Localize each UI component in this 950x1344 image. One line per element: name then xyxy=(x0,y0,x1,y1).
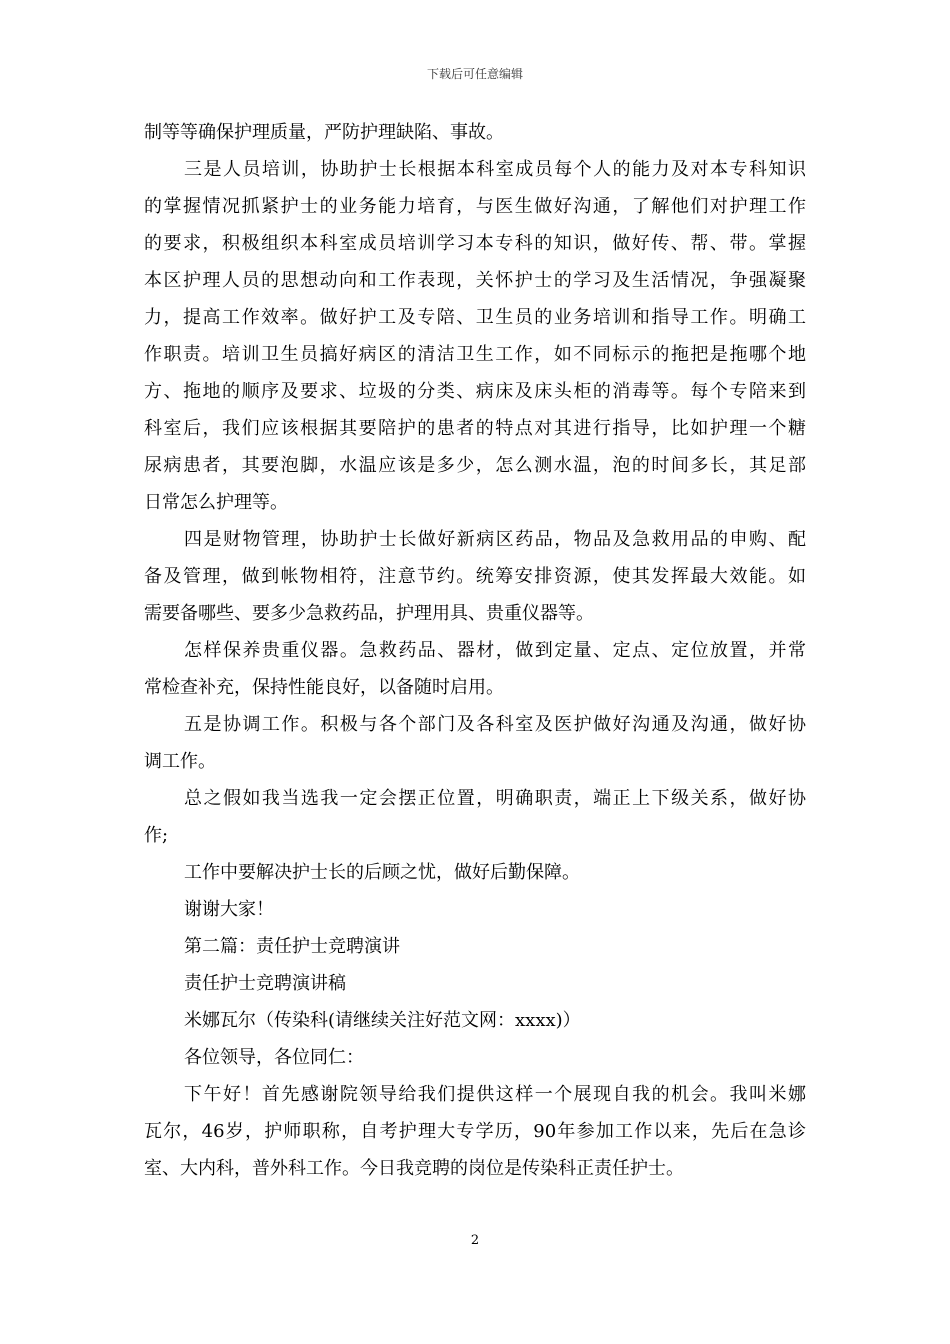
text-line: 米娜瓦尔（传染科(请继续关注好范文网：xxxx)） xyxy=(184,1010,581,1031)
paragraph xyxy=(144,706,806,780)
text-line: 需要备哪些、要多少急救药品，护理用具、贵重仪器等。 xyxy=(144,603,594,624)
text-line: 制等等确保护理质量，严防护理缺陷、事故。 xyxy=(144,122,504,143)
text-line: 尿病患者，其要泡脚，水温应该是多少，怎么测水温，泡的时间多长，其足部 xyxy=(144,455,806,476)
paragraph xyxy=(144,854,806,891)
text-line: 室、大内科，普外科工作。今日我竞聘的岗位是传染科正责任护士。 xyxy=(144,1158,684,1179)
text-line: 的要求，积极组织本科室成员培训学习本专科的知识，做好传、帮、带。掌握 xyxy=(144,233,806,254)
text-line: 方、拖地的顺序及要求、垃圾的分类、病床及床头柜的消毒等。每个专陪来到 xyxy=(144,381,806,402)
text-line: 责任护士竞聘演讲稿 xyxy=(184,973,346,994)
paragraph xyxy=(144,151,806,521)
paragraph xyxy=(144,114,806,151)
text-line: 科室后，我们应该根据其要陪护的患者的特点对其进行指导，比如护理一个糖 xyxy=(144,418,806,439)
text-line: 工作中要解决护士长的后顾之忧，做好后勤保障。 xyxy=(184,862,580,883)
text-line: 第二篇：责任护士竞聘演讲 xyxy=(184,936,400,957)
paragraph xyxy=(144,780,806,854)
text-line: 三是人员培训，协助护士长根据本科室成员每个人的能力及对本专科知识 xyxy=(184,159,806,180)
text-line: 下午好！首先感谢院领导给我们提供这样一个展现自我的机会。我叫米娜 xyxy=(184,1084,806,1105)
text-line: 常检查补充，保持性能良好，以备随时启用。 xyxy=(144,677,504,698)
page-header: 下载后可任意编辑 xyxy=(426,67,523,81)
text-line: 力，提高工作效率。做好护工及专陪、卫生员的业务培训和指导工作。明确工 xyxy=(144,307,806,328)
text-line: 谢谢大家！ xyxy=(184,899,274,920)
paragraph xyxy=(144,1039,806,1076)
document-body xyxy=(144,114,806,1187)
page-number: 2 xyxy=(470,1233,480,1248)
text-line: 五是协调工作。积极与各个部门及各科室及医护做好沟通及沟通，做好协 xyxy=(184,714,806,735)
text-line: 作职责。培训卫生员搞好病区的清洁卫生工作，如不同标示的拖把是拖哪个地 xyxy=(144,344,806,365)
text-line: 作; xyxy=(144,825,169,846)
text-line: 备及管理，做到帐物相符，注意节约。统筹安排资源，使其发挥最大效能。如 xyxy=(144,566,806,587)
paragraph xyxy=(144,891,806,928)
text-line: 总之假如我当选我一定会摆正位置，明确职责，端正上下级关系，做好协 xyxy=(184,788,806,809)
text-line: 的掌握情况抓紧护士的业务能力培育，与医生做好沟通，了解他们对护理工作 xyxy=(144,196,806,217)
text-line: 瓦尔，46岁，护师职称，自考护理大专学历，90年参加工作以来，先后在急诊 xyxy=(144,1121,806,1142)
paragraph xyxy=(144,965,806,1002)
text-line: 各位领导，各位同仁： xyxy=(184,1047,364,1068)
text-line: 怎样保养贵重仪器。急救药品、器材，做到定量、定点、定位放置，并常 xyxy=(184,640,806,661)
paragraph xyxy=(144,521,806,632)
text-line: 调工作。 xyxy=(144,751,216,772)
text-line: 日常怎么护理等。 xyxy=(144,492,288,513)
text-line: 本区护理人员的思想动向和工作表现，关怀护士的学习及生活情况，争强凝聚 xyxy=(144,270,806,291)
paragraph xyxy=(144,632,806,706)
paragraph xyxy=(144,1002,806,1039)
paragraph xyxy=(144,1076,806,1187)
paragraph xyxy=(144,928,806,965)
text-line: 四是财物管理，协助护士长做好新病区药品，物品及急救用品的申购、配 xyxy=(184,529,806,550)
